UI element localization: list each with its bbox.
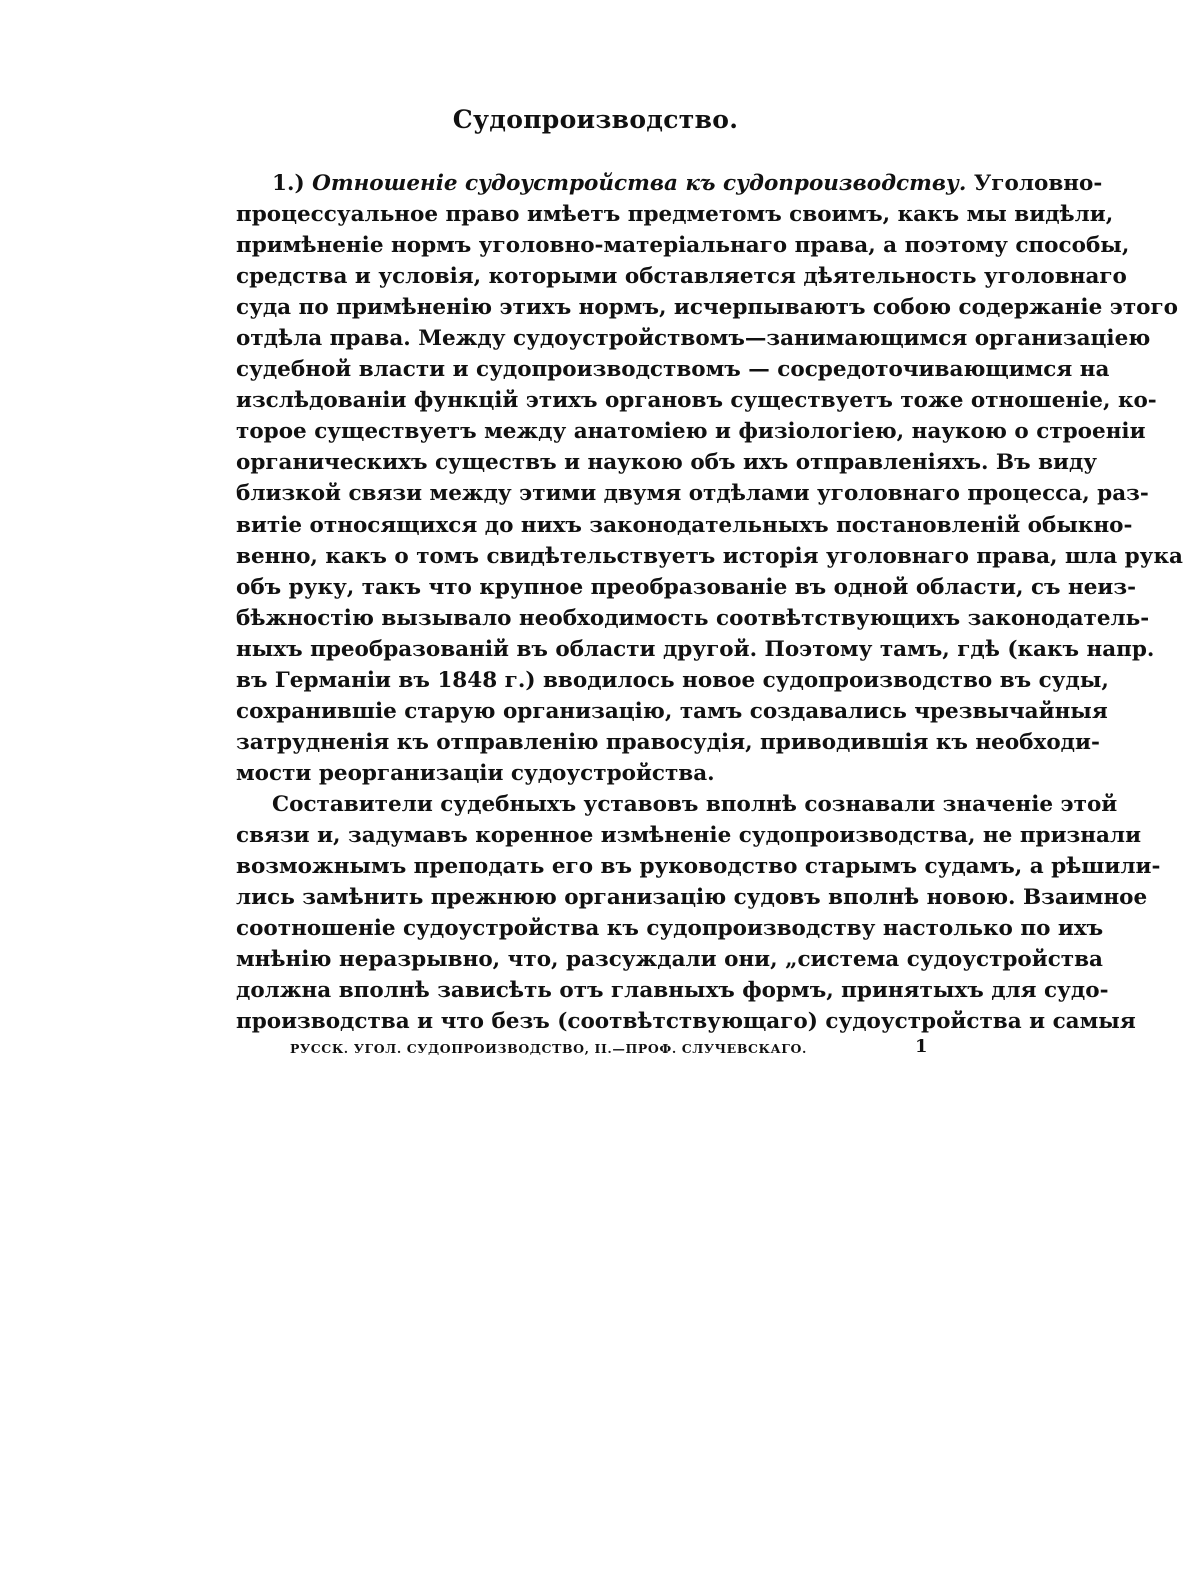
text-line: возможнымъ преподать его въ руководство старымъ судамъ, а рѣшили- [236,854,1161,880]
page-number: 1 [915,1036,928,1057]
text-line: близкой связи между этими двумя отдѣлами уголовнаго процесса, раз- [236,481,1149,507]
text-line: должна вполнѣ зависѣть отъ главныхъ формъ, принятыхъ для судо- [236,978,1109,1004]
text-line: витiе относящихся до нихъ законодательныхъ постановленiй обыкно- [236,512,1133,538]
text-line: органическихъ существъ и наукою объ ихъ отправленiяхъ. Въ виду [236,450,1098,476]
text-line: соотношенiе судоустройства къ судопроизводству настолько по ихъ [236,916,1104,942]
text-line: венно, какъ о томъ свидѣтельствуетъ исторiя уголовнаго права, шла рука [236,543,1183,569]
text-line: затрудненiя къ отправленiю правосудiя, приводившiя къ необходи- [236,729,1100,755]
footer-signature: РУССК. УГОЛ. СУДОПРОИЗВОДСТВО, II.—ПРОФ. СЛУЧЕВСКАГО. [290,1041,807,1056]
text-line: объ руку, такъ что крупное преобразованiе въ одной области, съ неиз- [236,574,1137,600]
text-line: въ Германiи въ 1848 г.) вводилось новое судопроизводство въ суды, [236,667,1109,693]
text-line: ныхъ преобразованiй въ области другой. Поэтому тамъ, гдѣ (какъ напр. [236,636,1155,662]
text-line: отдѣла права. Между судоустройствомъ—занимающимся организацiею [236,326,1151,352]
text-line: сохранившiе старую организацiю, тамъ создавались чрезвычайныя [236,698,1108,724]
text-line: Уголовно- [973,171,1103,196]
text-line: процессуальное право имѣетъ предметомъ своимъ, какъ мы видѣли, [236,202,1114,228]
text-line: Составители судебныхъ уставовъ вполнѣ сознавали значенiе этой [272,791,1118,817]
text-line: торое существуетъ между анатомiею и физiологiею, наукою о строенiи [236,419,1146,445]
text-line: судебной власти и судопроизводствомъ — сосредоточивающимся на [236,357,1110,383]
text-line: средства и условiя, которыми обставляется дѣятельность уголовнаго [236,264,1127,290]
section-heading: Отношенiе судоустройства къ судопроизводству. [312,171,967,196]
text-line: связи и, задумавъ коренное измѣненiе судопроизводства, не признали [236,822,1142,848]
body-text [236,168,1183,1037]
text-line: лись замѣнить прежнюю организацiю судовъ вполнѣ новою. Взаимное [236,885,1148,911]
page-title: Судопроизводство. [452,105,739,134]
text-line: производства и что безъ (соотвѣтствующаго) судоустройства и самыя [236,1009,1136,1035]
text-line: бѣжностiю вызывало необходимость соотвѣтствующихъ законодатель- [236,605,1150,631]
text-line: примѣненiе нормъ уголовно-матерiальнаго права, а поэтому способы, [236,233,1130,259]
paragraph-1-line-1 [236,168,1103,199]
paragraph-number: 1.) [272,171,305,196]
text-line: изслѣдованiи функцiй этихъ органовъ существуетъ тоже отношенiе, ко- [236,388,1157,414]
text-line: суда по примѣненiю этихъ нормъ, исчерпываютъ собою содержанiе этого [236,295,1179,321]
text-line: мости реорганизацiи судоустройства. [236,760,715,786]
text-line: мнѣнiю неразрывно, что, разсуждали они, „система судоустройства [236,947,1103,973]
